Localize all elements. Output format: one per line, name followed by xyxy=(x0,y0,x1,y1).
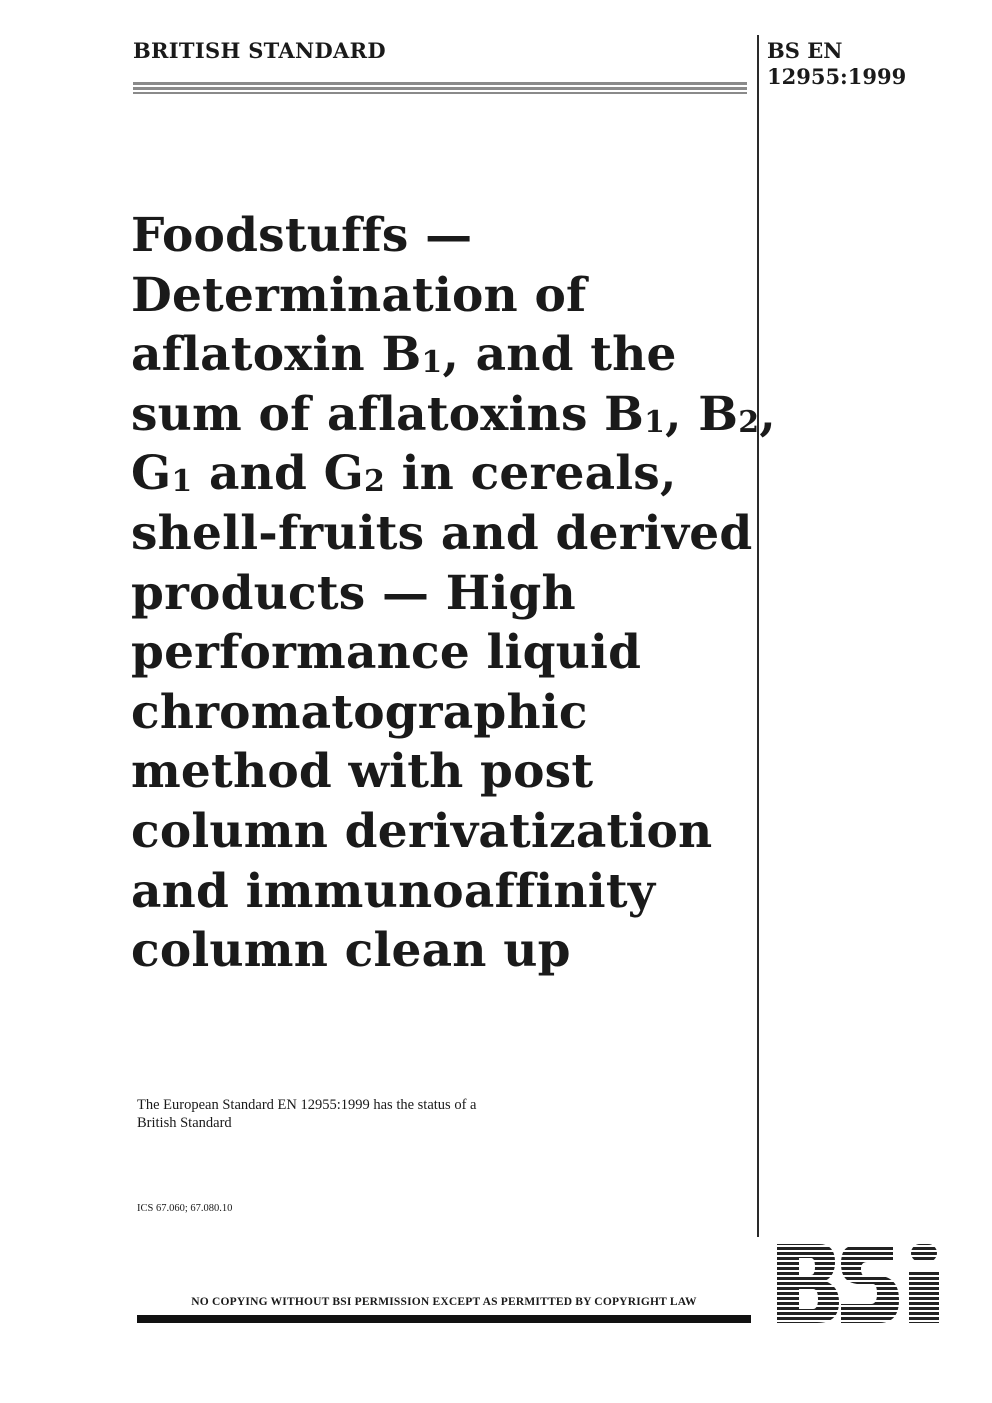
header-rule xyxy=(133,82,747,94)
title-line: chromatographic xyxy=(131,684,588,740)
title-line: method with post xyxy=(131,744,594,800)
title-line: column derivatization xyxy=(131,803,713,859)
footer-bar xyxy=(137,1315,751,1323)
standard-code-line1: BS EN xyxy=(767,38,843,63)
standard-code xyxy=(767,38,906,90)
ics-code: ICS 67.060; 67.080.10 xyxy=(137,1203,233,1214)
standard-code-line2: 12955:1999 xyxy=(767,64,907,89)
title-line: sum of aflatoxins $B_1$, $B_2$, xyxy=(131,386,776,442)
title-line: performance liquid xyxy=(131,625,642,681)
copyright-notice: NO COPYING WITHOUT BSI PERMISSION EXCEPT AS PERMITTED BY COPYRIGHT LAW xyxy=(191,1296,697,1308)
status-line2: British Standard xyxy=(137,1115,232,1131)
status-line1: The European Standard EN 12955:1999 has the status of a xyxy=(137,1097,477,1113)
title-line: Determination of xyxy=(131,267,587,323)
document-title xyxy=(131,206,776,981)
title-line: $G_1$ and $G_2$ in cereals, xyxy=(131,446,677,502)
status-statement xyxy=(137,1096,476,1132)
title-line: aflatoxin $B_1$, and the xyxy=(131,327,677,383)
bsi-logo xyxy=(773,1242,949,1325)
title-line: column clean up xyxy=(131,923,571,979)
vertical-divider xyxy=(757,35,759,1237)
title-line: and immunoaffinity xyxy=(131,863,656,919)
standard-type-label: BRITISH STANDARD xyxy=(133,38,386,63)
title-line: shell-fruits and derived xyxy=(131,505,753,561)
title-line: Foodstuffs — xyxy=(131,208,473,263)
title-line: products — High xyxy=(131,565,576,621)
